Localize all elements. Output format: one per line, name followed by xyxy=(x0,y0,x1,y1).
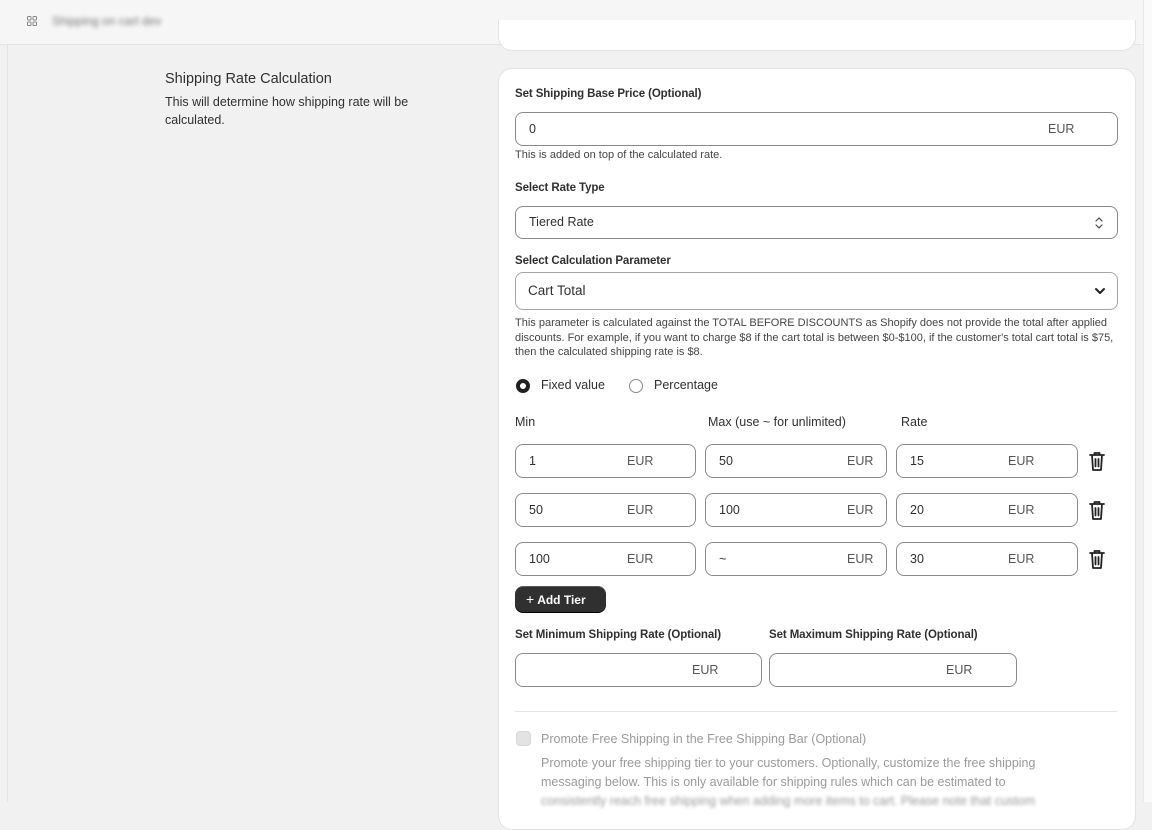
tier-min-value: 1 xyxy=(529,454,536,468)
tier-max-value: ~ xyxy=(719,552,727,566)
app-title: Shipping on cart dev xyxy=(52,14,162,28)
tier-min-value: 50 xyxy=(529,503,543,517)
tier-rate-input[interactable] xyxy=(896,493,1078,527)
base-price-value: 0 xyxy=(529,122,536,136)
calc-param-label: Select Calculation Parameter xyxy=(515,255,671,267)
percentage-radio[interactable] xyxy=(629,379,643,393)
promote-free-shipping-description xyxy=(541,754,1111,811)
trash-icon[interactable] xyxy=(1087,450,1107,472)
tier-rate-input[interactable] xyxy=(896,542,1078,576)
currency-suffix: EUR xyxy=(627,503,654,517)
tier-min-input[interactable] xyxy=(515,444,696,478)
max-rate-currency: EUR xyxy=(946,663,973,677)
base-price-label: Set Shipping Base Price (Optional) xyxy=(515,88,702,100)
percentage-label[interactable]: Percentage xyxy=(654,378,718,392)
tier-rate-value: 20 xyxy=(910,503,924,517)
tier-min-value: 100 xyxy=(529,552,550,566)
section-title: Shipping Rate Calculation xyxy=(165,71,332,87)
scrollbar[interactable] xyxy=(1143,0,1152,802)
min-rate-input[interactable] xyxy=(515,653,762,687)
add-tier-label: Add Tier xyxy=(537,593,586,607)
promote-free-shipping-checkbox[interactable] xyxy=(516,731,531,746)
fixed-value-radio[interactable] xyxy=(516,379,530,393)
currency-suffix: EUR xyxy=(847,454,874,468)
section-description: This will determine how shipping rate will be calculated. xyxy=(165,95,409,127)
currency-suffix: EUR xyxy=(847,503,874,517)
calc-param-value: Cart Total xyxy=(528,283,586,298)
tier-max-input[interactable] xyxy=(705,493,887,527)
rate-type-select[interactable] xyxy=(515,206,1118,239)
base-price-help: This is added on top of the calculated rate. xyxy=(515,149,723,161)
promote-free-shipping-label[interactable]: Promote Free Shipping in the Free Shipping Bar (Optional) xyxy=(541,732,867,746)
apps-icon xyxy=(27,16,37,26)
previous-card xyxy=(498,20,1136,51)
base-price-currency: EUR xyxy=(1048,122,1075,136)
add-tier-button[interactable] xyxy=(515,586,606,612)
calc-param-help: This parameter is calculated against the TOTAL BEFORE DISCOUNTS as Shopify does not provide the total after applied discounts. For example, if you want to charge $8 if the cart total is between $0-$100, if the customer's total cart total is $75, then the calculated shipping rate is $8. xyxy=(515,317,1114,358)
tier-max-input[interactable] xyxy=(705,542,887,576)
currency-suffix: EUR xyxy=(1008,454,1035,468)
rate-type-label: Select Rate Type xyxy=(515,182,605,194)
base-price-input[interactable] xyxy=(515,112,1118,146)
tier-rate-value: 15 xyxy=(910,454,924,468)
currency-suffix: EUR xyxy=(1008,552,1035,566)
max-rate-label: Set Maximum Shipping Rate (Optional) xyxy=(769,629,978,641)
promo-description-line: Promote your free shipping tier to your customers. Optionally, customize the free shipping xyxy=(541,756,1036,770)
fixed-value-label[interactable]: Fixed value xyxy=(541,378,605,392)
max-rate-input[interactable] xyxy=(769,653,1017,687)
tier-min-input[interactable] xyxy=(515,493,696,527)
currency-suffix: EUR xyxy=(627,454,654,468)
max-header: Max (use ~ for unlimited) xyxy=(708,415,846,429)
currency-suffix: EUR xyxy=(847,552,874,566)
trash-icon[interactable] xyxy=(1087,499,1107,521)
tier-min-input[interactable] xyxy=(515,542,696,576)
currency-suffix: EUR xyxy=(627,552,654,566)
plus-icon: + xyxy=(526,591,535,607)
select-arrows-icon xyxy=(1094,216,1104,230)
promo-description-line: consistently reach free shipping when adding more items to cart. Please note that custom xyxy=(541,794,1036,808)
divider xyxy=(515,711,1117,712)
min-rate-label: Set Minimum Shipping Rate (Optional) xyxy=(515,629,721,641)
min-header: Min xyxy=(515,415,536,429)
calc-param-select[interactable] xyxy=(515,272,1118,310)
tier-max-value: 50 xyxy=(719,454,733,468)
divider xyxy=(7,44,8,802)
rate-type-value: Tiered Rate xyxy=(529,215,594,229)
trash-icon[interactable] xyxy=(1087,548,1107,570)
chevron-down-icon xyxy=(1094,287,1106,295)
tier-max-input[interactable] xyxy=(705,444,887,478)
currency-suffix: EUR xyxy=(1008,503,1035,517)
min-rate-currency: EUR xyxy=(692,663,719,677)
promo-description-line: messaging below. This is only available for shipping rules which can be estimated to xyxy=(541,775,1006,789)
rate-header: Rate xyxy=(901,415,928,429)
tier-max-value: 100 xyxy=(719,503,740,517)
tier-rate-value: 30 xyxy=(910,552,924,566)
tier-rate-input[interactable] xyxy=(896,444,1078,478)
